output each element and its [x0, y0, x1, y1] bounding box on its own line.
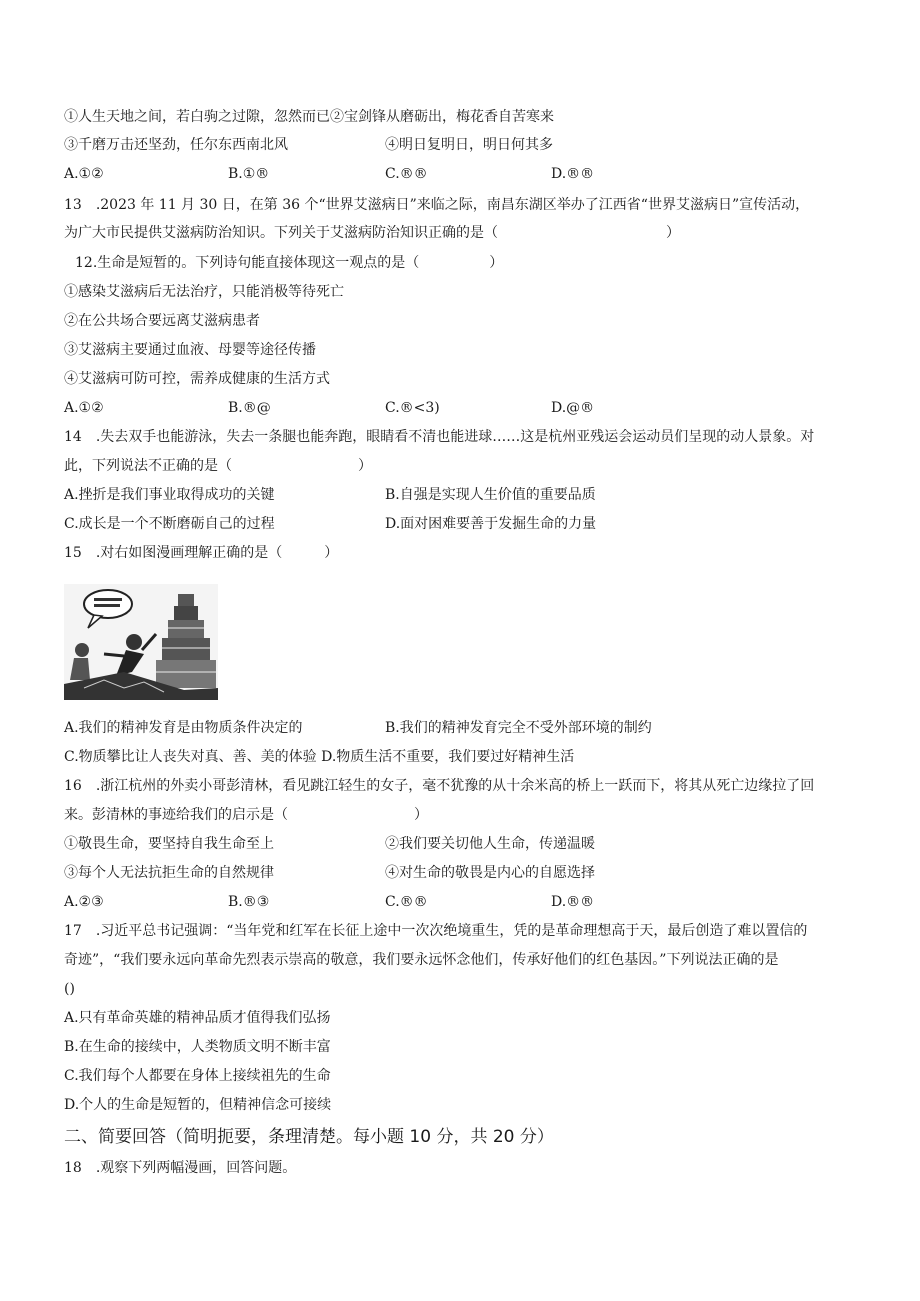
q17-option-b: B.在生命的接续中，人类物质文明不断丰富 — [64, 1039, 331, 1055]
q11-option-a: A.①② — [64, 166, 104, 182]
q15-stem: 15 .对右如图漫画理解正确的是（ ） — [64, 545, 339, 561]
q11-option-c: C.®® — [385, 166, 428, 182]
q13-item-1: ①感染艾滋病后无法治疗，只能消极等待死亡 — [64, 284, 344, 300]
q16-stem-line-2: 来。彭清林的事迹给我们的启示是（ ） — [64, 807, 428, 823]
q13-option-c: C.®<3) — [385, 400, 440, 416]
q17-stem-line-2: 奇迹”，“我们要永远向革命先烈表示崇高的敬意，我们要永远怀念他们，传承好他们的红色基因。”下列说法正确的是 — [64, 952, 779, 968]
q14-option-a: A.挫折是我们事业取得成功的关键 — [64, 487, 275, 503]
q12-misplaced-stem: 12.生命是短暂的。下列诗句能直接体现这一观点的是（ ） — [75, 255, 504, 271]
q18-stem: 18 .观察下列两幅漫画，回答问题。 — [64, 1160, 297, 1176]
q15-option-b: B.我们的精神发育完全不受外部环境的制约 — [385, 720, 652, 736]
q11-line-items-1-2: ①人生天地之间，若白驹之过隙，忽然而已②宝剑锋从磨砺出，梅花香自苦寒来 — [64, 109, 554, 125]
q14-stem-line-2: 此，下列说法不正确的是（ ） — [64, 458, 372, 474]
q16-option-c: C.®® — [385, 894, 428, 910]
q16-item-2: ②我们要关切他人生命，传递温暖 — [385, 836, 595, 852]
q13-option-d: D.@® — [551, 400, 595, 416]
q16-option-a: A.②③ — [64, 894, 104, 910]
section-2-heading: 二、简要回答（简明扼要，条理清楚。每小题 10 分，共 20 分） — [64, 1127, 554, 1147]
q13-stem-line-1: 13 .2023 年 11 月 30 日，在第 36 个“世界艾滋病日”来临之际，南昌东湖区举办了江西省“世界艾滋病日”宣传活动， — [64, 197, 810, 213]
q16-item-3: ③每个人无法抗拒生命的自然规律 — [64, 865, 274, 881]
q16-item-1: ①敬畏生命，要坚持自我生命至上 — [64, 836, 274, 852]
q17-option-d: D.个人的生命是短暂的，但精神信念可接续 — [64, 1097, 332, 1113]
q13-option-a: A.①② — [64, 400, 104, 416]
q11-option-b: B.①® — [228, 166, 270, 182]
q17-option-a: A.只有革命英雄的精神品质才值得我们弘扬 — [64, 1010, 331, 1026]
q15-cartoon-image — [64, 584, 218, 700]
q16-item-4: ④对生命的敬畏是内心的自愿选择 — [385, 865, 595, 881]
q14-option-d: D.面对困难要善于发掘生命的力量 — [385, 516, 597, 532]
q14-option-b: B.自强是实现人生价值的重要品质 — [385, 487, 596, 503]
q13-option-b: B.®@ — [228, 400, 271, 416]
q17-stem-line-1: 17 .习近平总书记强调：“当年党和红军在长征上途中一次次绝境重生，凭的是革命理想高于天，最后创造了难以置信的 — [64, 923, 808, 939]
q13-stem-line-2: 为广大市民提供艾滋病防治知识。下列关于艾滋病防治知识正确的是（ ） — [64, 225, 680, 241]
q16-option-d: D.®® — [551, 894, 595, 910]
q14-stem-line-1: 14 .失去双手也能游泳，失去一条腿也能奔跑，眼睛看不清也能进球……这是杭州亚残运会运动员们呈现的动人景象。对 — [64, 429, 815, 445]
q13-item-2: ②在公共场合要远离艾滋病患者 — [64, 313, 260, 329]
q15-option-a: A.我们的精神发育是由物质条件决定的 — [64, 720, 303, 736]
q17-answer-bracket: () — [64, 981, 75, 997]
q11-item-3: ③千磨万击还坚劲，任尔东西南北风 — [64, 137, 288, 153]
q11-option-d: D.®® — [551, 166, 595, 182]
q13-item-3: ③艾滋病主要通过血液、母婴等途径传播 — [64, 342, 316, 358]
q11-item-4: ④明日复明日，明日何其多 — [385, 137, 553, 153]
q16-stem-line-1: 16 .浙江杭州的外卖小哥彭清林，看见跳江轻生的女子，毫不犹豫的从十余米高的桥上一跃而下，将其从死亡边缘拉了回 — [64, 778, 815, 794]
q17-option-c: C.我们每个人都要在身体上接续祖先的生命 — [64, 1068, 331, 1084]
q15-option-c-d: C.物质攀比让人丧失对真、善、美的体验 D.物质生活不重要，我们要过好精神生活 — [64, 749, 575, 765]
q16-option-b: B.®③ — [228, 894, 270, 910]
q13-item-4: ④艾滋病可防可控，需养成健康的生活方式 — [64, 371, 330, 387]
q14-option-c: C.成长是一个不断磨砺自己的过程 — [64, 516, 275, 532]
